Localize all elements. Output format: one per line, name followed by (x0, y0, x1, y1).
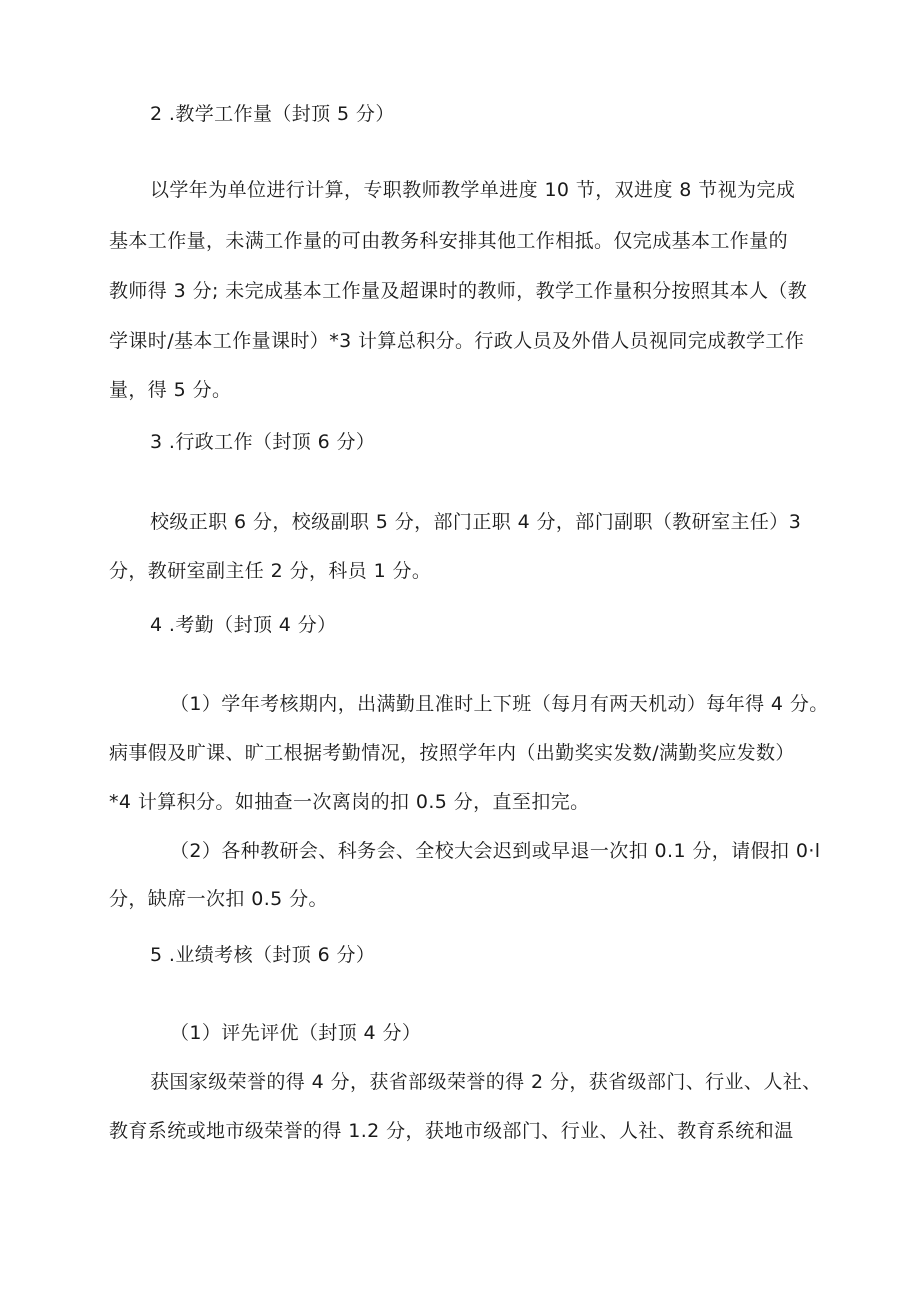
paragraph-line: 教育系统或地市级荣誉的得 1.2 分，获地市级部门、行业、人社、教育系统和温 (109, 1120, 794, 1142)
paragraph-line: 学课时/基本工作量课时）*3 计算总积分。行政人员及外借人员视同完成教学工作 (109, 330, 805, 352)
subheading-line: （1）评先评优（封顶 4 分） (170, 1022, 422, 1044)
paragraph-line: 校级正职 6 分，校级副职 5 分，部门正职 4 分，部门副职（教研室主任）3 (150, 511, 802, 533)
section-heading-2: 2 .教学工作量（封顶 5 分） (150, 103, 395, 125)
paragraph-line: 教师得 3 分; 未完成基本工作量及超课时的教师，教学工作量积分按照其本人（教 (109, 280, 808, 302)
paragraph-line: （2）各种教研会、科务会、全校大会迟到或早退一次扣 0.1 分，请假扣 0·l (170, 840, 821, 862)
section-heading-5: 5 .业绩考核（封顶 6 分） (150, 944, 376, 966)
paragraph-line: 分，缺席一次扣 0.5 分。 (109, 888, 328, 910)
paragraph-line: 量，得 5 分。 (109, 379, 232, 401)
section-heading-3: 3 .行政工作（封顶 6 分） (150, 431, 376, 453)
paragraph-line: 分，教研室副主任 2 分，科员 1 分。 (109, 560, 432, 582)
paragraph-line: 获国家级荣誉的得 4 分，获省部级荣誉的得 2 分，获省级部门、行业、人社、 (150, 1071, 822, 1093)
section-heading-4: 4 .考勤（封顶 4 分） (150, 614, 337, 636)
paragraph-line: 病事假及旷课、旷工根据考勤情况，按照学年内（出勤奖实发数/满勤奖应发数） (109, 742, 795, 764)
paragraph-line: *4 计算积分。如抽查一次离岗的扣 0.5 分，直至扣完。 (109, 791, 590, 813)
paragraph-line: 基本工作量，未满工作量的可由教务科安排其他工作相抵。仅完成基本工作量的 (109, 230, 789, 252)
paragraph-line: （1）学年考核期内，出满勤且准时上下班（每月有两天机动）每年得 4 分。 (170, 693, 829, 715)
paragraph-line: 以学年为单位进行计算，专职教师教学单进度 10 节，双进度 8 节视为完成 (150, 179, 796, 201)
